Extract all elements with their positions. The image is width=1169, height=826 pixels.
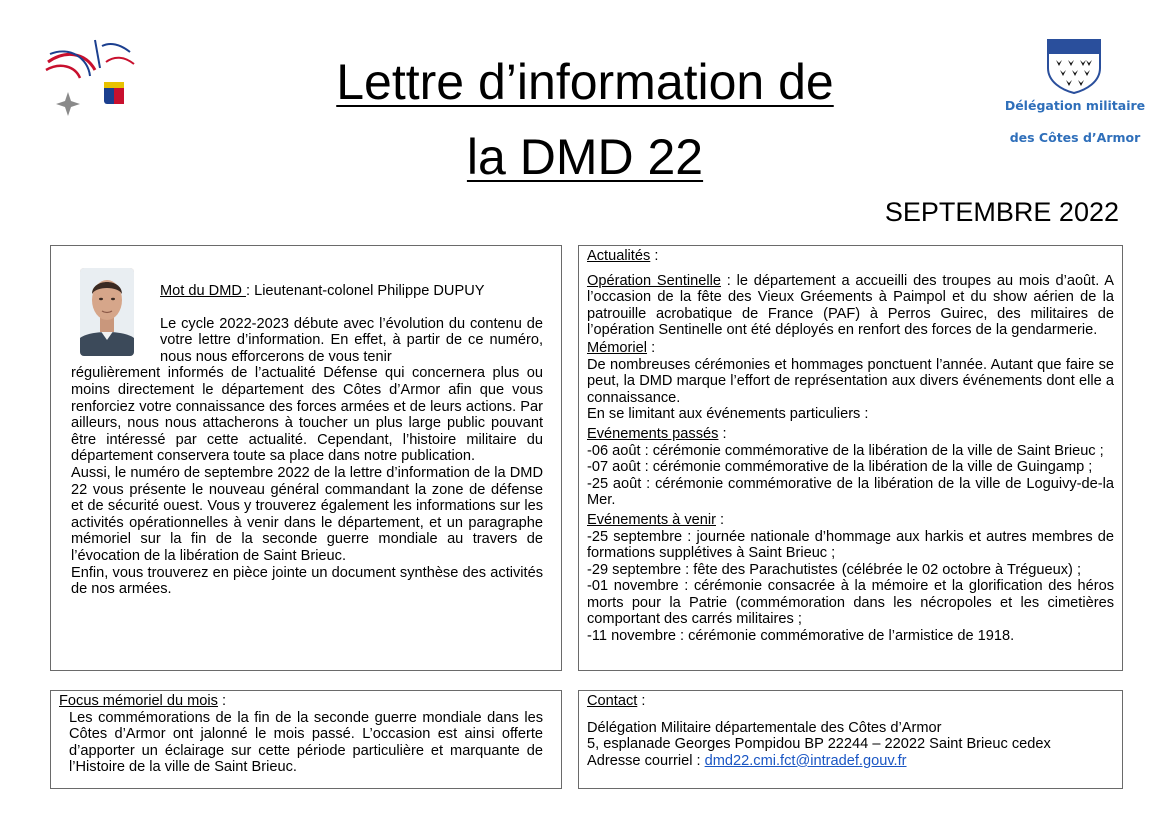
brittany-coat-of-arms — [1046, 38, 1102, 94]
actualites-heading-label: Actualités — [587, 248, 651, 264]
memoriel-text: De nombreuses cérémonies et hommages ponctuent l’année. Autant que faire se peut, la DMD marque l’effort de représentation aux divers événements dont elle a connaissance. — [587, 356, 1114, 406]
actualites-heading: Actualités : — [587, 248, 659, 264]
venir-item: -29 septembre : fête des Parachutistes (célébrée le 02 octobre à Trégueux) ; — [587, 561, 1082, 578]
org-name-line2: des Côtes d’Armor — [1009, 130, 1141, 145]
focus-memoriel-box — [50, 690, 562, 789]
venir-item: -25 septembre : journée nationale d’hommage aux harkis et autres membres de formations supplétives à Saint Brieuc ; — [587, 528, 1114, 562]
sentinelle-text: : le département a accueilli des troupes au mois d’août. A l’occasion de la fête des Vieux Gréements à Paimpol et du show aérien de la patrouille acrobatique de France (PAF) à Perros Guirec, des militaires de l’opération Sentinelle ont été déployés en renfort des forces de la gendarmerie. — [587, 272, 1114, 339]
mot-du-dmd-box — [50, 245, 562, 671]
actualites-box — [578, 245, 1123, 671]
email-link[interactable]: dmd22.cmi.fct@intradef.gouv.fr — [704, 752, 907, 769]
passes-item: -07 août : cérémonie commémorative de la libération de la ville de Guingamp ; — [587, 459, 1093, 476]
limit-text: En se limitant aux événements particuliers : — [587, 406, 869, 423]
sentinelle-paragraph — [587, 273, 1114, 339]
issue-date: SEPTEMBRE 2022 — [884, 197, 1119, 227]
email-prefix: Adresse courriel : — [587, 752, 705, 769]
mot-heading-label: Mot du DMD — [160, 283, 246, 299]
memoriel-heading: Mémoriel : — [587, 339, 656, 356]
passes-label: Evénements passés — [587, 425, 719, 442]
venir-heading: Evénements à venir : — [587, 511, 725, 528]
focus-heading: Focus mémoriel du mois : — [59, 693, 227, 709]
mot-paragraph-1: Le cycle 2022-2023 débute avec l’évolution du contenu de votre lettre d’information. En effet, à partir de ce numéro, nous nous efforcerons de vous tenir — [160, 315, 543, 365]
venir-item: -01 novembre : cérémonie consacrée à la mémoire et la glorification des héros morts pour la Patrie (commémoration dans les nécropoles et les cimetières comportant des carrés militaires ; — [587, 578, 1114, 628]
contact-email-line — [587, 753, 1114, 770]
dmd-portrait — [80, 268, 134, 356]
mot-paragraph-2: Aussi, le numéro de septembre 2022 de la lettre d’information de la DMD 22 vous présente le nouveau général commandant la zone de défense et de sécurité ouest. Vous y trouverez également les informations sur les activités opérationnelles à venir dans le département, et un paragraphe mémoriel sur la fin de la seconde guerre mondiale au travers de l’évocation de la libération de Saint Brieuc. — [71, 464, 543, 564]
mot-heading — [71, 283, 543, 300]
passes-item: -06 août : cérémonie commémorative de la libération de la ville de Saint Brieuc ; — [587, 442, 1104, 459]
sentinelle-label: Opération Sentinelle — [587, 272, 721, 289]
org-name-line1: Délégation militaire — [1004, 98, 1146, 113]
page-title-line2: la DMD 22 — [466, 129, 704, 185]
memoriel-label: Mémoriel — [587, 339, 648, 356]
mot-paragraph-1-cont: régulièrement informés de l’actualité Défense qui concernera plus ou moins directement le département des Côtes d’Armor afin que vous renforciez votre connaissance des forces armées et de leurs actions. Par ailleurs, nous nous attacherons à toucher un plus large public pouvant être intéressé par cette actualité. Cependant, l’histoire militaire du département conservera toute sa place dans notre publication. — [71, 365, 543, 465]
page-title-line1: Lettre d’information de — [336, 54, 834, 110]
contact-heading: Contact : — [587, 693, 646, 709]
venir-item: -11 novembre : cérémonie commémorative de l’armistice de 1918. — [587, 628, 1015, 645]
contact-label: Contact — [587, 693, 638, 709]
army-logo — [40, 32, 140, 124]
focus-text: Les commémorations de la fin de la seconde guerre mondiale dans les Côtes d’Armor ont jalonné le mois passé. L’occasion est ainsi offerte d’apporter un éclairage sur cette période particulière et marquante de l’Histoire de la ville de Saint Brieuc. — [69, 709, 543, 776]
contact-line1: Délégation Militaire départementale des Côtes d’Armor — [587, 719, 942, 736]
contact-line2: 5, esplanade Georges Pompidou BP 22244 – 22022 Saint Brieuc cedex — [587, 736, 1051, 753]
passes-heading: Evénements passés : — [587, 425, 727, 442]
contact-box — [578, 690, 1123, 789]
passes-item: -25 août : cérémonie commémorative de la libération de la ville de Loguivy-de-la Mer. — [587, 475, 1114, 509]
mot-paragraph-3: Enfin, vous trouverez en pièce jointe un document synthèse des activités de nos armées. — [71, 564, 543, 598]
mot-heading-author: : Lieutenant-colonel Philippe DUPUY — [245, 283, 485, 299]
venir-label: Evénements à venir — [587, 511, 716, 528]
focus-label: Focus mémoriel du mois — [59, 693, 218, 709]
